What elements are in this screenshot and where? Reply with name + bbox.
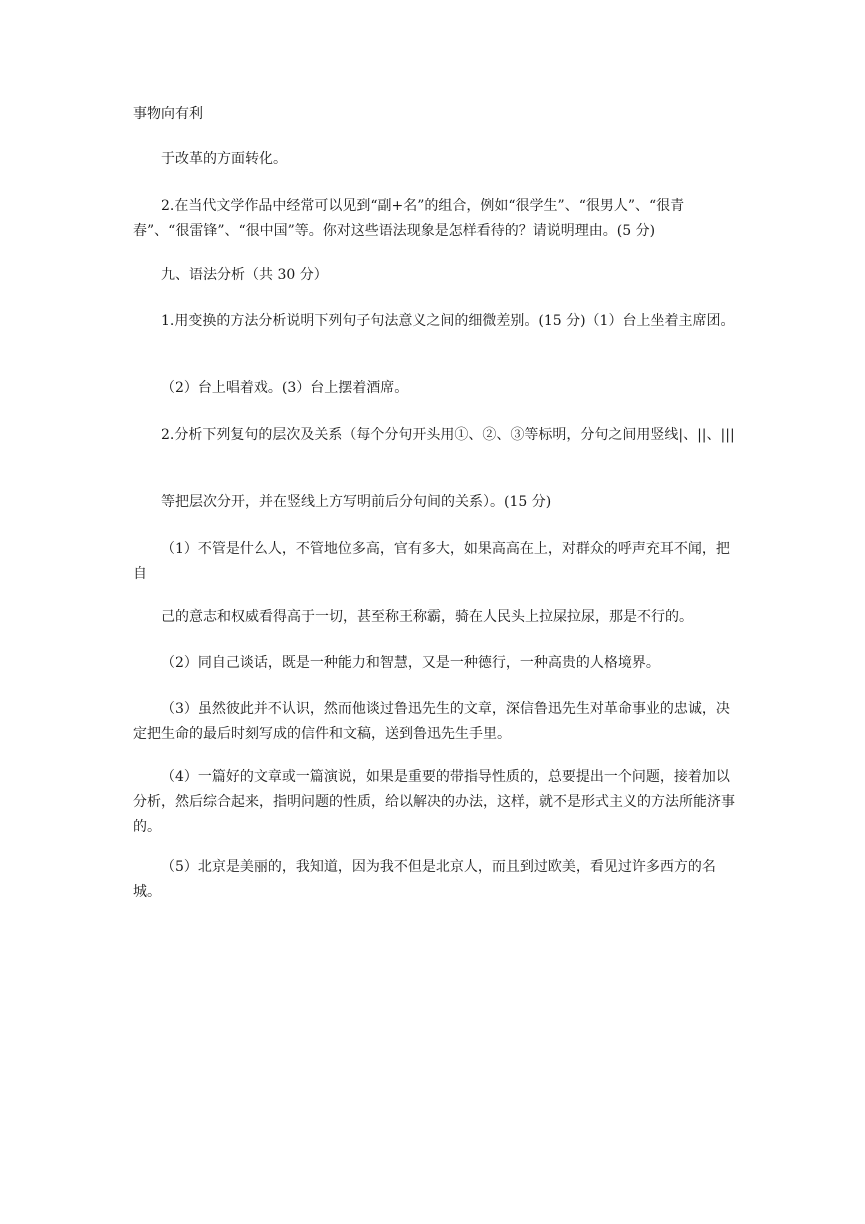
- section-heading: 九、语法分析（共 30 分）: [161, 267, 328, 283]
- sentence-4: （4）一篇好的文章或一篇演说，如果是重要的带指导性质的，总要提出一个问题，接着加以分析，然后综合起来，指明问题的性质，给以解决的办法，这样，就不是形式主义的方法所能济事的。: [133, 769, 735, 835]
- text-fragment-line: 事物向有利: [133, 106, 203, 122]
- sentence-3: （3）虽然彼此并不认识，然而他谈过鲁迅先生的文章，深信鲁迅先生对革命事业的忠诚，决定把生命的最后时刻写成的信件和文稿，送到鲁迅先生手里。: [133, 701, 730, 742]
- question-1-paragraph: 1.用变换的方法分析说明下列句子句法意义之间的细微差别。(15 分)（1）台上坐着主席团。: [161, 313, 735, 329]
- question-2-instructions-cont: 等把层次分开，并在竖线上方写明前后分句间的关系）。(15 分): [161, 494, 552, 510]
- question-2-instructions: 2.分析下列复句的层次及关系（每个分句开头用①、②、③等标明，分句之间用竖线|、||、|||: [161, 427, 735, 443]
- sentence-1-part-a: （1）不管是什么人，不管地位多高，官有多大，如果高高在上，对群众的呼声充耳不闻，把自: [133, 541, 730, 582]
- question-1-subitems: （2）台上唱着戏。(3）台上摆着酒席。: [161, 380, 409, 396]
- sentence-2: （2）同自己谈话，既是一种能力和智慧，又是一种德行，一种高贵的人格境界。: [161, 655, 660, 671]
- text-fragment-continuation: 于改革的方面转化。: [161, 151, 287, 167]
- sentence-1-part-b: 己的意志和权威看得高于一切，甚至称王称霸，骑在人民头上拉屎拉尿，那是不行的。: [161, 609, 693, 625]
- sentence-5: （5）北京是美丽的，我知道，因为我不但是北京人，而且到过欧美，看见过许多西方的名城。: [133, 859, 716, 900]
- question-2-paragraph: 2.在当代文学作品中经常可以见到“副+名”的组合，例如“很学生”、“很男人”、“很青春”、“很雷锋”、“很中国”等。你对这些语法现象是怎样看待的？请说明理由。(5 分): [133, 198, 685, 239]
